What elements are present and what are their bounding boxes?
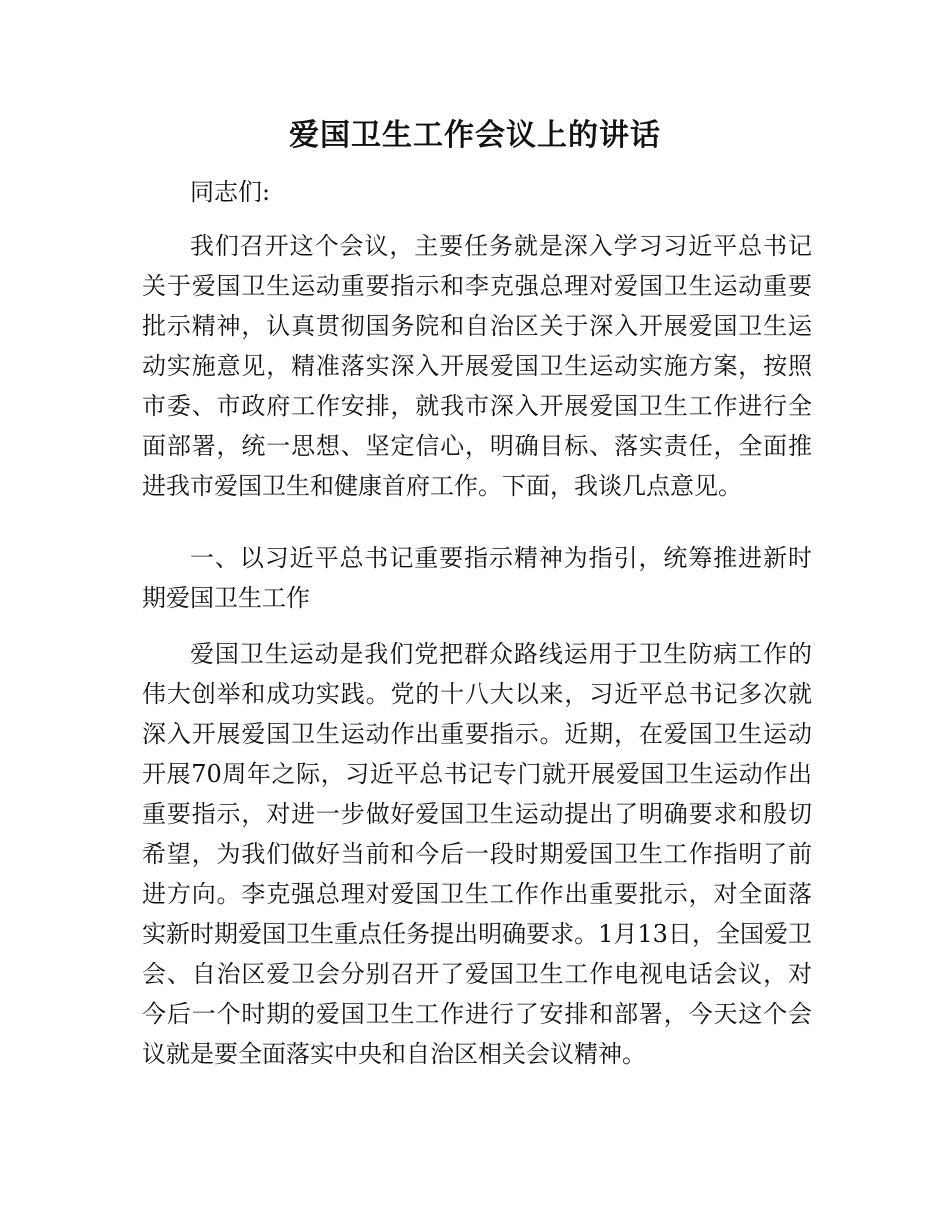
paragraph-opening: 我们召开这个会议，主要任务就是深入学习习近平总书记关于爱国卫生运动重要指示和李克强总理对爱国卫生运动重要批示精神，认真贯彻国务院和自治区关于深入开展爱国卫生运动实施意见，精准落实深入开展爱国卫生运动实施方案，按照市委、市政府工作安排，就我市深入开展爱国卫生工作进行全面部署，统一思想、坚定信心，明确目标、落实责任，全面推进我市爱国卫生和健康首府工作。下面，我谈几点意见。 [142, 232, 812, 500]
section-heading-block-1 [142, 538, 812, 618]
salutation: 同志们: [190, 178, 271, 206]
paragraph-section-1: 爱国卫生运动是我们党把群众路线运用于卫生防病工作的伟大创举和成功实践。党的十八大以来，习近平总书记多次就深入开展爱国卫生运动作出重要指示。近期，在爱国卫生运动开展70周年之际，习近平总书记专门就开展爱国卫生运动作出重要指示，对进一步做好爱国卫生运动提出了明确要求和殷切希望，为我们做好当前和今后一段时期爱国卫生工作指明了前进方向。李克强总理对爱国卫生工作作出重要批示，对全面落实新时期爱国卫生重点任务提出明确要求。1月13日，全国爱卫会、自治区爱卫会分别召开了爱国卫生工作电视电话会议，对今后一个时期的爱国卫生工作进行了安排和部署，今天这个会议就是要全面落实中央和自治区相关会议精神。 [142, 640, 812, 1068]
paragraph-block-1 [142, 226, 812, 506]
paragraph-block-2 [142, 634, 812, 1074]
salutation-block [142, 172, 812, 212]
section-heading-1: 一、以习近平总书记重要指示精神为指引，统筹推进新时期爱国卫生工作 [142, 544, 812, 612]
document-title: 爱国卫生工作会议上的讲话 [289, 118, 661, 153]
